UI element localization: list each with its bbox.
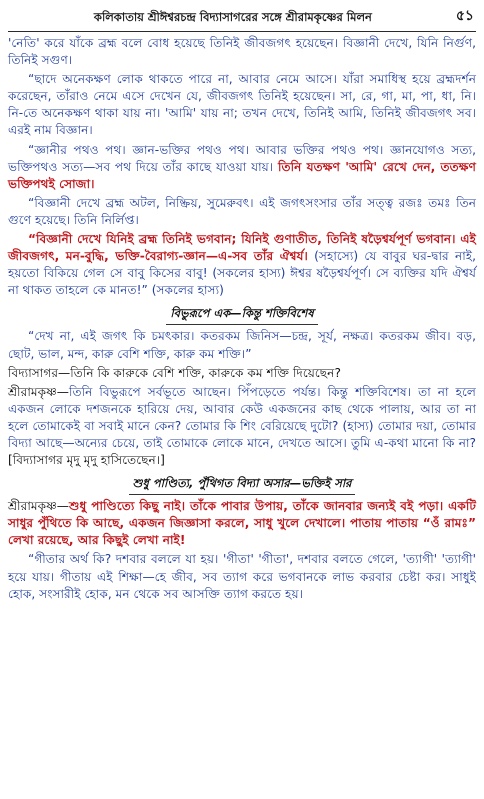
paragraph-text: “ছাদে অনেকক্ষণ লোক থাকতে পারে না, আবার নেমে আসে। যাঁরা সমাধিস্থ হয়ে ব্রহ্মদর্শন করেছেন, তাঁরাও নেমে এসে দেখেন যে, জীবজগৎ তিনিই হয়েছেন। সা, রে, গা, মা, পা, ধা, নি। নি-তে অনেকক্ষণ থাকা যায় না। 'আমি' যায় না; তখন দেখে, তিনিই আমি, তিনিই জীবজগৎ সব। এরই নাম বিজ্ঞান।	[8, 72, 476, 138]
section-title: শুধু পাণ্ডিত্য, পুঁথিগত বিদ্যা অসার—ভক্তিই সার	[129, 475, 356, 495]
paragraph-paths	[8, 142, 476, 193]
paragraph-text: “জ্ঞানীর পথও পথ। জ্ঞান-ভক্তির পথও পথ। আবার ভক্তির পথও পথ। জ্ঞানযোগও সত্য, ভক্তিপথও সত্য—সব পথ দিয়ে তাঁর কাছে যাওয়া যায়।	[8, 142, 476, 174]
section-heading-pandityo	[8, 472, 476, 495]
paragraph-neti	[8, 35, 476, 69]
paragraph-text: 'নেতি' করে যাঁকে ব্রহ্ম বলে বোধ হয়েছে তিনিই জীবজগৎ হয়েছেন। বিজ্ঞানী দেখে, যিনি নির্গুণ, তিনিই সগুণ।	[8, 36, 476, 68]
highlighted-text: শুধু পাণ্ডিত্যে কিছু নাই। তাঁকে পাবার উপায়, তাঁকে জানবার জন্যই বই পড়া। একটি সাধুর পুঁথিতে কি আছে, একজন জিজ্ঞাসা করলে, সাধু খুলে দেখালে। পাতায় পাতায় “ওঁ রামঃ” লেখা রয়েছে, আর কিছুই লেখা নাই!	[8, 499, 476, 548]
highlighted-text: তিনি যতক্ষণ 'আমি' রেখে দেন, ততক্ষণ ভক্তিপথই সোজা।	[8, 159, 477, 191]
paragraph-world-wonder	[8, 328, 476, 362]
page-number: ৫১	[455, 8, 474, 24]
paragraph-text: “দেখ না, এই জগৎ কি চমৎকার। কতরকম জিনিস—চন্দ্র, সূর্য, নক্ষত্র। কতরকম জীব। বড়, ছোট, ভাল, মন্দ, কারু বেশি শক্তি, কারু কম শক্তি।”	[8, 329, 476, 361]
paragraph-text: “বিজ্ঞানী দেখে ব্রহ্ম অটল, নিষ্ক্রিয়, সুমেরুবৎ। এই জগৎসংসার তাঁর সত্ত্ব রজঃ তমঃ তিন গুণে হয়েছে। তিনি নির্লিপ্ত।	[8, 195, 476, 227]
paragraph-ramakrishna-reply	[8, 384, 476, 469]
paragraph-bhagavan	[8, 231, 476, 299]
speaker-name: শ্রীরামকৃষ্ণ—	[8, 499, 69, 514]
paragraph-vidyasagar-question	[8, 365, 476, 382]
section-title: বিভুরূপে এক—কিন্তু শক্তিবিশেষ	[166, 305, 317, 325]
highlighted-text: “বিজ্ঞানী দেখে যিনিই ব্রহ্ম তিনিই ভগবান; যিনিই গুণাতীত, তিনিই ষড়ৈশ্বর্যপূর্ণ ভগবান। এই জীবজগৎ, মন-বুদ্ধি, ভক্তি-বৈরাগ্য-জ্ঞান—এ-সব তাঁর ঐশ্বর্য।	[8, 232, 476, 264]
paragraph-roof	[8, 71, 476, 139]
page-header	[8, 4, 476, 32]
section-heading-vibhu	[8, 302, 476, 325]
speaker-name: শ্রীরামকৃষ্ণ—	[8, 384, 69, 399]
paragraph-brahma-still	[8, 195, 476, 229]
paragraph-text: (সহাস্যে) যে বাবুর ঘর-দ্বার নাই, হয়তো বিকিয়ে গেল সে বাবু কিসের বাবু! (সকলের হাস্য) ঈশ্বর ষড়ৈশ্বর্যপূর্ণ। সে ব্যক্তির যদি ঐশ্বর্য না থাকত তাহলে কে মানত!” (সকলের হাস্য)	[8, 249, 477, 298]
paragraph-text: তিনি বিভুরূপে সর্বভূতে আছেন। পিঁপড়েতে পর্যন্ত। কিন্তু শক্তিবিশেষ। তা না হলে একজন লোকে দশজনকে হারিয়ে দেয়, আবার কেউ একজনের কাছ থেকে পালায়, আর তা না হলে তোমাকেই বা সবাই মানে কেন? তোমার কি শিং বেরিয়েছে দুটো? (হাস্য) তোমার দয়া, তোমার বিদ্যা আছে—অন্যের চেয়ে, তাই তোমাকে লোকে মানে, দেখতে আসে। তুমি এ-কথা মানো কি না?	[8, 384, 476, 450]
running-title: কলিকাতায় শ্রীঈশ্বরচন্দ্র বিদ্যাসাগরের সঙ্গে শ্রীরামকৃষ্ণের মিলন	[93, 10, 372, 24]
paragraph-text: বিদ্যাসাগর—তিনি কি কারুকে বেশি শক্তি, কারুকে কম শক্তি দিয়েছেন?	[8, 365, 341, 380]
paragraph-text: “গীতার অর্থ কি? দশবার বললে যা হয়। 'গীতা' 'গীতা', দশবার বলতে গেলে, 'ত্যাগী' 'ত্যাগী' হয়ে যায়। গীতায় এই শিক্ষা—হে জীব, সব ত্যাগ করে ভগবানকে লাভ করবার চেষ্টা কর। সাধুই হোক, সংসারীই হোক, মন থেকে সব আসক্তি ত্যাগ করতে হয়।	[8, 552, 476, 601]
paragraph-gita	[8, 551, 476, 602]
paragraph-scholarship	[8, 498, 476, 549]
stage-direction: [বিদ্যাসাগর মৃদু মৃদু হাসিতেছেন।]	[8, 453, 165, 468]
